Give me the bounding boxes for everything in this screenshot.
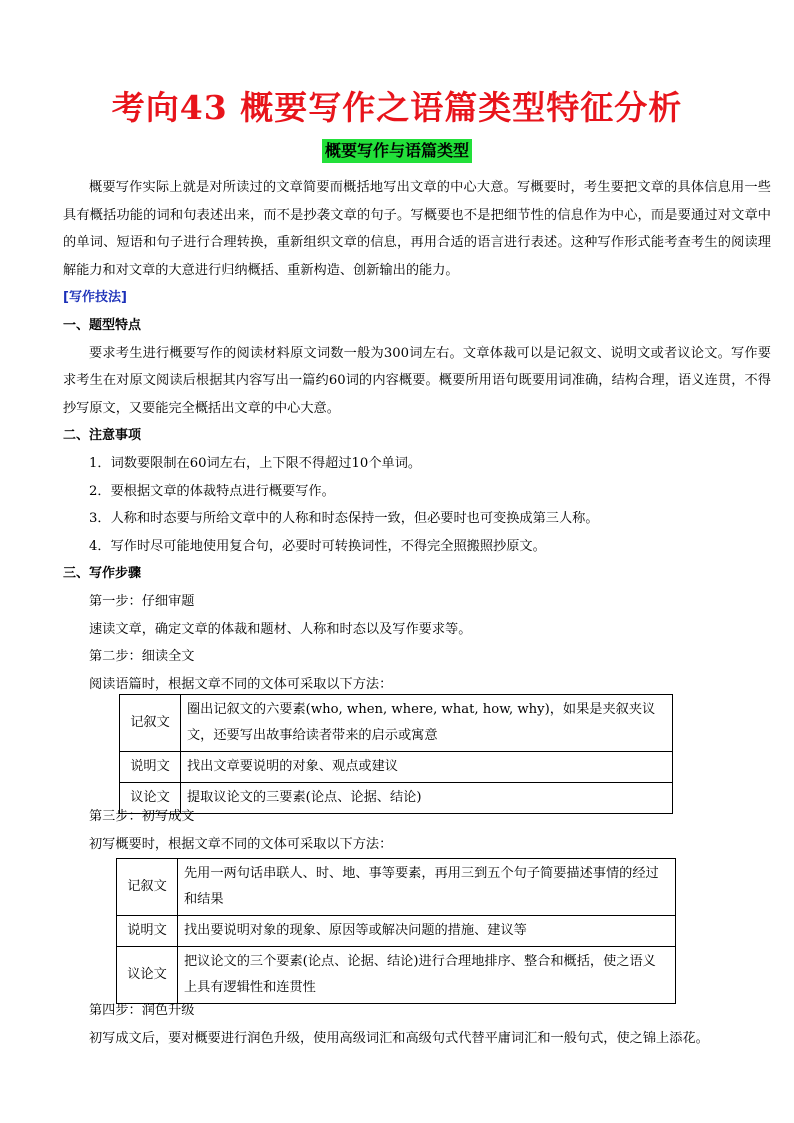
step4-heading: 第四步：润色升级 bbox=[89, 1003, 195, 1018]
step1-heading: 第一步：仔细审题 bbox=[89, 593, 195, 609]
body-bottom bbox=[63, 997, 771, 1052]
subtitle-highlight: 概要写作与语篇类型 bbox=[322, 139, 472, 163]
table-cell-label: 记叙文 bbox=[120, 695, 181, 752]
table-row bbox=[120, 752, 673, 783]
table-cell-content: 找出要说明对象的现象、原因等或解决问题的措施、建议等 bbox=[178, 916, 676, 947]
table-cell-content: 提取议论文的三要素(论点、论据、结论) bbox=[181, 783, 673, 814]
step2-text: 阅读语篇时，根据文章不同的文体可采取以下方法： bbox=[89, 676, 393, 692]
table-cell-label: 议论文 bbox=[120, 783, 181, 814]
drafting-methods-table bbox=[116, 858, 676, 1004]
table-row bbox=[117, 859, 676, 916]
table-cell-label: 记叙文 bbox=[117, 859, 178, 916]
page-title: 考向43 概要写作之语篇类型特征分析 bbox=[111, 88, 683, 127]
table-cell-label: 议论文 bbox=[117, 947, 178, 1004]
reading-methods-table bbox=[119, 694, 673, 814]
note-item-2: 2．要根据文章的体裁特点进行概要写作。 bbox=[89, 483, 335, 499]
step2-heading: 第二步：细读全文 bbox=[89, 649, 195, 665]
note-item-4: 4．写作时尽可能地使用复合句，必要时可转换词性，不得完全照搬照抄原文。 bbox=[89, 538, 546, 554]
body-top bbox=[63, 174, 771, 698]
table-cell-content: 圈出记叙文的六要素(who, when, where, what, how, why)，如果是夹叙夹议文，还要写出故事给读者带来的启示或寓意 bbox=[181, 695, 673, 752]
step4-text: 初写成文后，要对概要进行润色升级，使用高级词汇和高级句式代替平庸词汇和一般句式，使之锦上添花。 bbox=[89, 1030, 709, 1046]
note-item-3: 3．人称和时态要与所给文章中的人称和时态保持一致，但必要时也可变换成第三人称。 bbox=[89, 511, 599, 527]
body-middle bbox=[63, 803, 771, 858]
step3-text: 初写概要时，根据文章不同的文体可采取以下方法： bbox=[89, 836, 393, 852]
table-row bbox=[120, 695, 673, 752]
skills-heading: [写作技法] bbox=[63, 290, 127, 306]
table-cell-content: 找出文章要说明的对象、观点或建议 bbox=[181, 752, 673, 783]
table-row bbox=[117, 916, 676, 947]
section2-heading: 二、注意事项 bbox=[63, 428, 142, 444]
note-item-1: 1．词数要限制在60词左右，上下限不得超过10个单词。 bbox=[89, 455, 422, 471]
step1-text: 速读文章，确定文章的体裁和题材、人称和时态以及写作要求等。 bbox=[89, 621, 472, 637]
table-cell-content: 先用一两句话串联人、时、地、事等要素，再用三到五个句子简要描述事情的经过和结果 bbox=[178, 859, 676, 916]
intro-paragraph: 概要写作实际上就是对所读过的文章简要而概括地写出文章的中心大意。写概要时，考生要把文章的具体信息用一些具有概括功能的词和句表述出来，而不是抄袭文章的句子。写概要也不是把细节性的信息作为中心，而是要通过对文章中的单词、短语和句子进行合理转换，重新组织文章的信息，再用合适的语言进行表述。这种写作形式能考查考生的阅读理解能力和对文章的大意进行归纳概括、重新构造、创新输出的能力。 bbox=[63, 180, 771, 278]
section1-heading: 一、题型特点 bbox=[63, 317, 142, 333]
section1-text: 要求考生进行概要写作的阅读材料原文词数一般为300词左右。文章体裁可以是记叙文、说明文或者议论文。写作要求考生在对原文阅读后根据其内容写出一篇约60词的内容概要。概要所用语句既要用词准确，结构合理，语义连贯，不得抄写原文，又要能完全概括出文章的中心大意。 bbox=[63, 345, 771, 416]
table-row bbox=[117, 947, 676, 1004]
table-cell-label: 说明文 bbox=[117, 916, 178, 947]
table-cell-label: 说明文 bbox=[120, 752, 181, 783]
table-cell-content: 把议论文的三个要素(论点、论据、结论)进行合理地排序、整合和概括，使之语义上具有逻辑性和连贯性 bbox=[178, 947, 676, 1004]
step3-heading: 第三步：初写成文 bbox=[89, 809, 195, 824]
subtitle-wrap bbox=[0, 139, 794, 163]
section3-heading: 三、写作步骤 bbox=[63, 566, 142, 582]
